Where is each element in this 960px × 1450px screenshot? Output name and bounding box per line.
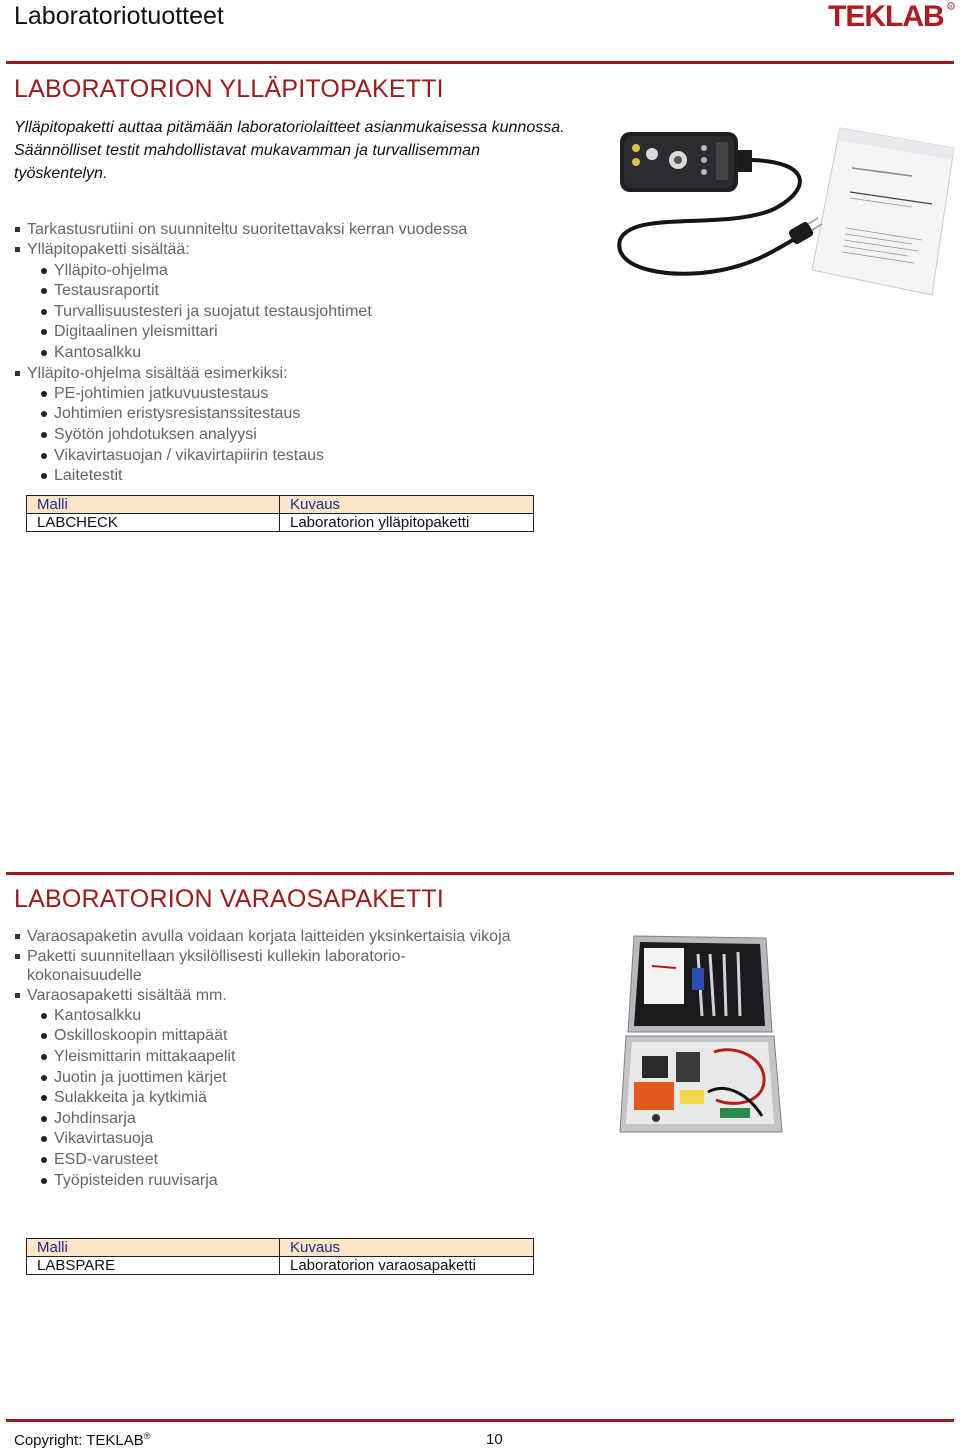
sub-list-item: Kantosalkku (27, 343, 574, 364)
table-row (27, 1257, 534, 1275)
list-item: Varaosapaketti sisältää mm. Kantosalkku Oskilloskoopin mittapäät Yleismittarin mittakaapelit Juotin ja juottimen kärjet Sulakkeita ja kytkimiä Johdinsarja Vikavirtasuoja ESD-varusteet Työpisteiden ruuvisarja (14, 986, 514, 1192)
product-table-labspare (26, 1238, 534, 1275)
section-title-spare-parts: LABORATORION VARAOSAPAKETTI (14, 885, 445, 913)
maintenance-bullet-list (14, 220, 574, 487)
sub-list-item: Digitaalinen yleismittari (27, 322, 574, 343)
table-header-cell: Malli (27, 496, 280, 514)
teklab-logo-text: TEKLAB (828, 0, 944, 32)
copyright-text: Copyright: TEKLAB (14, 1432, 144, 1449)
sub-list-item: Juotin ja juottimen kärjet (27, 1068, 514, 1089)
sub-list-item: Oskilloskoopin mittapäät (27, 1026, 514, 1047)
sub-list-item: Vikavirtasuoja (27, 1129, 514, 1150)
list-item: Ylläpito-ohjelma sisältää esimerkiksi: PE-johtimien jatkuvuustestaus Johtimien eristysresistanssitestaus Syötön johdotuksen analyysi Vikavirtasuojan / vikavirtapiirin testaus Laitetestit (14, 364, 574, 487)
header-rule (6, 61, 954, 64)
sub-list (27, 261, 574, 364)
teklab-logo (826, 0, 956, 32)
sub-list-item: Sulakkeita ja kytkimiä (27, 1088, 514, 1109)
table-header-cell: Malli (27, 1239, 280, 1257)
table-header-cell: Kuvaus (280, 1239, 534, 1257)
sub-list-item: Testausraportit (27, 281, 574, 302)
intro-line: Säännölliset testit mahdollistavat mukavamman ja turvallisemman työskentelyn. (14, 142, 480, 182)
product-table-labcheck (26, 495, 534, 532)
svg-text:R: R (949, 4, 953, 10)
intro-text (14, 116, 574, 185)
sub-list-item: Johtimien eristysresistanssitestaus (27, 404, 574, 425)
table-cell: LABSPARE (27, 1257, 280, 1275)
list-item: Paketti suunnitellaan yksilöllisesti kullekin laboratorio-kokonaisuudelle (14, 947, 514, 986)
sub-list-item: Turvallisuustesteri ja suojatut testausjohtimet (27, 302, 574, 323)
section-rule (6, 872, 954, 875)
sub-list (27, 1006, 514, 1191)
sub-list-item: Johdinsarja (27, 1109, 514, 1130)
sub-list-item: Työpisteiden ruuvisarja (27, 1171, 514, 1192)
spare-parts-case-image (616, 932, 786, 1140)
registered-mark: ® (143, 1431, 151, 1441)
list-item: Varaosapaketin avulla voidaan korjata laitteiden yksinkertaisia vikoja (14, 927, 514, 947)
table-cell: LABCHECK (27, 514, 280, 532)
table-header-row (27, 1239, 534, 1257)
sub-list-item: Syötön johdotuksen analyysi (27, 425, 574, 446)
footer-copyright (14, 1431, 150, 1449)
spare-parts-bullet-list (14, 927, 514, 1191)
page-number: 10 (486, 1431, 503, 1448)
table-cell: Laboratorion ylläpitopaketti (280, 514, 534, 532)
document-title: Laboratoriotuotteet (14, 2, 224, 30)
sub-list-item: ESD-varusteet (27, 1150, 514, 1171)
sub-list-item: Yleismittarin mittakaapelit (27, 1047, 514, 1068)
footer-rule (6, 1419, 954, 1422)
sub-list-item: Vikavirtasuojan / vikavirtapiirin testaus (27, 446, 574, 467)
sub-list-item: PE-johtimien jatkuvuustestaus (27, 384, 574, 405)
intro-line: Ylläpitopaketti auttaa pitämään laboratoriolaitteet asianmukaisessa kunnossa. (14, 119, 565, 136)
sub-list (27, 384, 574, 487)
section-title-maintenance: LABORATORION YLLÄPITOPAKETTI (14, 75, 444, 103)
table-row (27, 514, 534, 532)
table-header-cell: Kuvaus (280, 496, 534, 514)
tester-and-report-image (612, 120, 958, 300)
list-item: Tarkastusrutiini on suunniteltu suoritettavaksi kerran vuodessa (14, 220, 574, 240)
sub-list-item: Laitetestit (27, 466, 574, 487)
table-cell: Laboratorion varaosapaketti (280, 1257, 534, 1275)
sub-list-item: Ylläpito-ohjelma (27, 261, 574, 282)
table-header-row (27, 496, 534, 514)
sub-list-item: Kantosalkku (27, 1006, 514, 1027)
list-item: Ylläpitopaketti sisältää: Ylläpito-ohjelma Testausraportit Turvallisuustesteri ja suojatut testausjohtimet Digitaalinen yleismittari Kantosalkku (14, 240, 574, 363)
